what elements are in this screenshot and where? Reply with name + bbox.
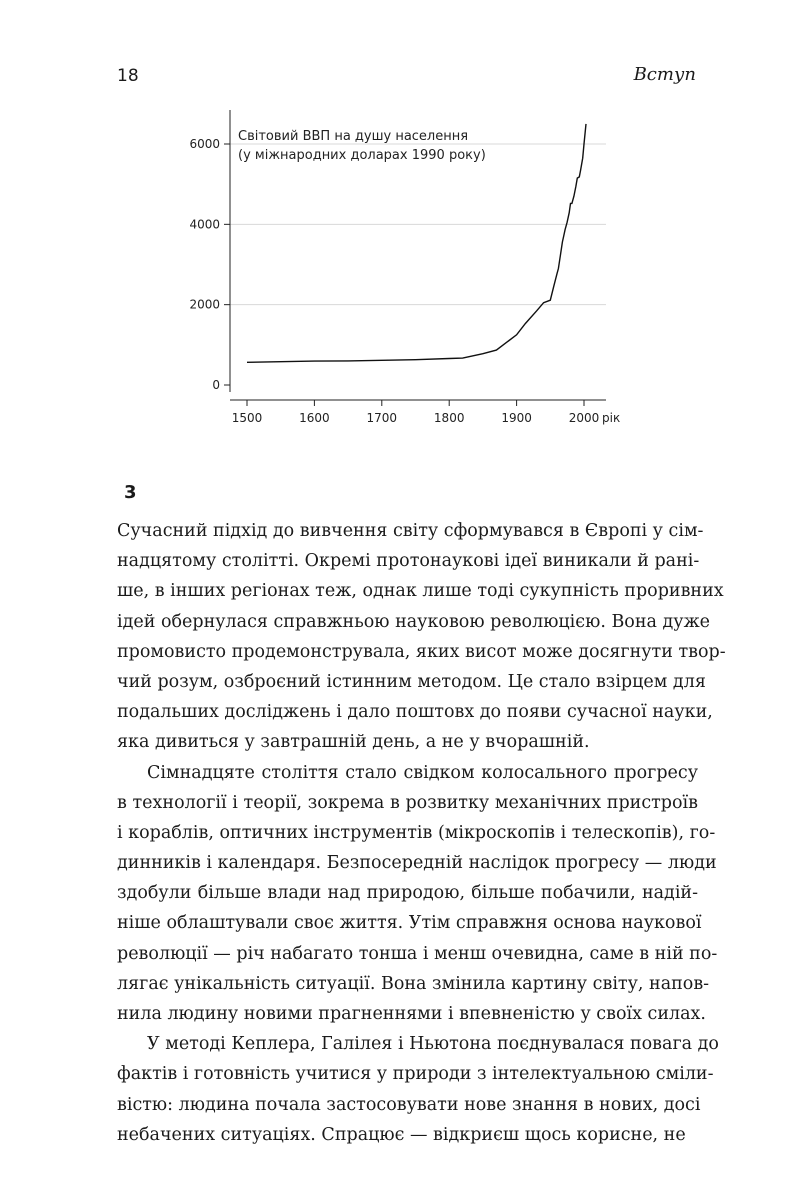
y-tick-label-4000: 4000 xyxy=(189,217,220,232)
y-tick-label-2000: 2000 xyxy=(189,297,220,312)
x-tick-label-2000: 2000 xyxy=(568,411,600,425)
text-line: ніше облаштували своє життя. Утім справжня основа наукової xyxy=(117,913,702,934)
text-line: здобули більше влади над природою, більше побачили, надій- xyxy=(117,883,698,904)
text-line: вістю: людина почала застосовувати нове знання в нових, досі xyxy=(117,1094,701,1115)
text-line: подальших досліджень і дало поштовх до появи сучасної науки, xyxy=(117,702,713,723)
text-line: нила людину новими прагненнями і впевненістю у своїх силах. xyxy=(117,1004,706,1024)
x-tick-label-1500: 1500 xyxy=(231,411,263,425)
text-line: яка дивиться у завтрашній день, а не у вчорашній. xyxy=(117,732,590,753)
text-line: революції — річ набагато тонша і менш очевидна, саме в ній по- xyxy=(117,943,718,964)
gdp-per-capita-chart xyxy=(0,0,810,460)
text-line: ідей обернулася справжньою науковою революцією. Вона дуже xyxy=(117,611,711,632)
chart-title-line-2: (у міжнародних доларах 1990 року) xyxy=(238,148,486,163)
page-number: 18 xyxy=(117,66,139,86)
text-line: небачених ситуаціях. Спрацює — відкриєш щось корисне, не xyxy=(117,1124,686,1145)
text-line: чий розум, озброєний істинним методом. Це стало взірцем для xyxy=(117,671,706,692)
text-line: фактів і готовність учитися у природи з інтелектуальною сміли- xyxy=(117,1064,714,1085)
grid-lines xyxy=(230,144,606,305)
section-number: 3 xyxy=(124,482,137,503)
chart-title-line-1: Світовий ВВП на душу населення xyxy=(238,129,469,144)
text-line: ше, в інших регіонах теж, однак лише тоді сукупність проривних xyxy=(117,581,724,602)
text-line: динників і календаря. Безпосередній наслідок прогресу — люди xyxy=(117,853,717,874)
x-unit-label: рік xyxy=(602,411,621,425)
x-tick-label-1800: 1800 xyxy=(433,411,465,425)
y-tick-label-6000: 6000 xyxy=(189,137,220,151)
text-line: У методі Кеплера, Галілея і Ньютона поєднувалася повага до xyxy=(147,1034,719,1055)
running-title: Вступ xyxy=(633,64,696,85)
x-tick-label-1600: 1600 xyxy=(299,411,330,425)
body-text xyxy=(117,516,726,1150)
text-line: Сімнадцяте століття стало свідком колосального прогресу xyxy=(147,762,698,783)
text-line: промовисто продемонструвала, яких висот може досягнути твор- xyxy=(117,641,726,662)
x-tick-label-1900: 1900 xyxy=(501,411,532,425)
text-line: і кораблів, оптичних інструментів (мікроскопів і телескопів), го- xyxy=(117,822,716,843)
text-line: в технології і теорії, зокрема в розвитку механічних пристроїв xyxy=(117,792,698,813)
text-line: Сучасний підхід до вивчення світу сформувався в Європі у сім- xyxy=(117,521,704,541)
x-tick-label-1700: 1700 xyxy=(366,411,398,425)
y-tick-label-0: 0 xyxy=(212,378,220,392)
text-line: лягає унікальність ситуації. Вона змінила картину світу, напов- xyxy=(117,973,710,994)
text-line: надцятому столітті. Окремі протонаукові ідеї виникали й рані- xyxy=(117,551,700,572)
